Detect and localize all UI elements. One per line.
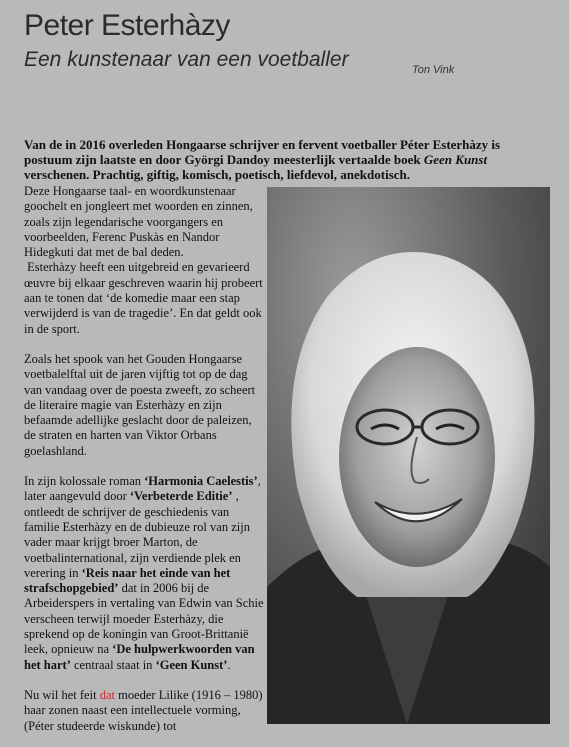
intro-paragraph: Van de in 2016 overleden Hongaarse schrijver en fervent voetballer Péter Esterhàzy is postuum zijn laatste en door Györgi Dandoy meesterlijk vertaalde boek Geen Kunst verschenen. Prachtig, giftig, komisch, poetisch, liefdevol, anekdotisch. bbox=[24, 137, 501, 182]
paragraph-1: Deze Hongaarse taal- en woordkunstenaar goochelt en jongleert met woorden en zinnen, zoals zijn legendarische voorgangers en voorbeelden, Ferenc Puskàs en Nandor Hidegkuti dat met de bal deden. bbox=[24, 184, 253, 260]
book-title: Geen Kunst bbox=[423, 152, 488, 167]
author-name: Ton Vink bbox=[412, 64, 455, 76]
page-subtitle: Een kunstenaar van een voetballer bbox=[24, 48, 349, 71]
portrait-icon bbox=[267, 187, 550, 724]
page-title: Peter Esterhàzy bbox=[24, 9, 230, 42]
highlighted-word: dat bbox=[99, 687, 115, 702]
paragraph-4: In zijn kolossale roman ‘Harmonia Caelestis’, later aangevuld door ‘Verbeterde Editie’ , ontleedt de schrijver de geschiedenis van familie Esterhàzy en de dubieuze rol van zijn vader maar krijgt broer Marton, de voetbalinternational, zijn verdiende plek en verering in ‘Reis naar het einde van het strafschopgebied’ dat in 2006 bij de Arbeiderspers in vertaling van Edwin van Schie verscheen terwijl moeder Esterhàzy, die sprekend op de koningin van Groot-Brittanië leek, opnieuw na ‘De hulpwerkwoorden van het hart’ centraal staat in ‘Geen Kunst’. bbox=[24, 474, 264, 672]
paragraph-5: Nu wil het feit dat moeder Lilike (1916 – 1980) haar zonen naast een intellectuele vorming, (Péter studeerde wiskunde) tot bbox=[24, 687, 263, 733]
portrait-photo bbox=[267, 187, 550, 724]
article-body bbox=[24, 184, 264, 734]
paragraph-2: Esterhàzy heeft een uitgebreid en gevarieerd œuvre bij elkaar geschreven waarin hij probeert aan te tonen dat ‘de komedie maar een stap verwijderd is van de tragedie’. En dat geldt ook in de sport. bbox=[24, 260, 263, 336]
paragraph-3: Zoals het spook van het Gouden Hongaarse voetbalelftal uit de jaren vijftig tot op de dag van vandaag over de poesta zweeft, zo scheert de literaire magie van Esterhàzy en zijn befaamde adellijke geslacht door de paleizen, de straten en harten van Viktor Orbans goelashland. bbox=[24, 351, 256, 458]
